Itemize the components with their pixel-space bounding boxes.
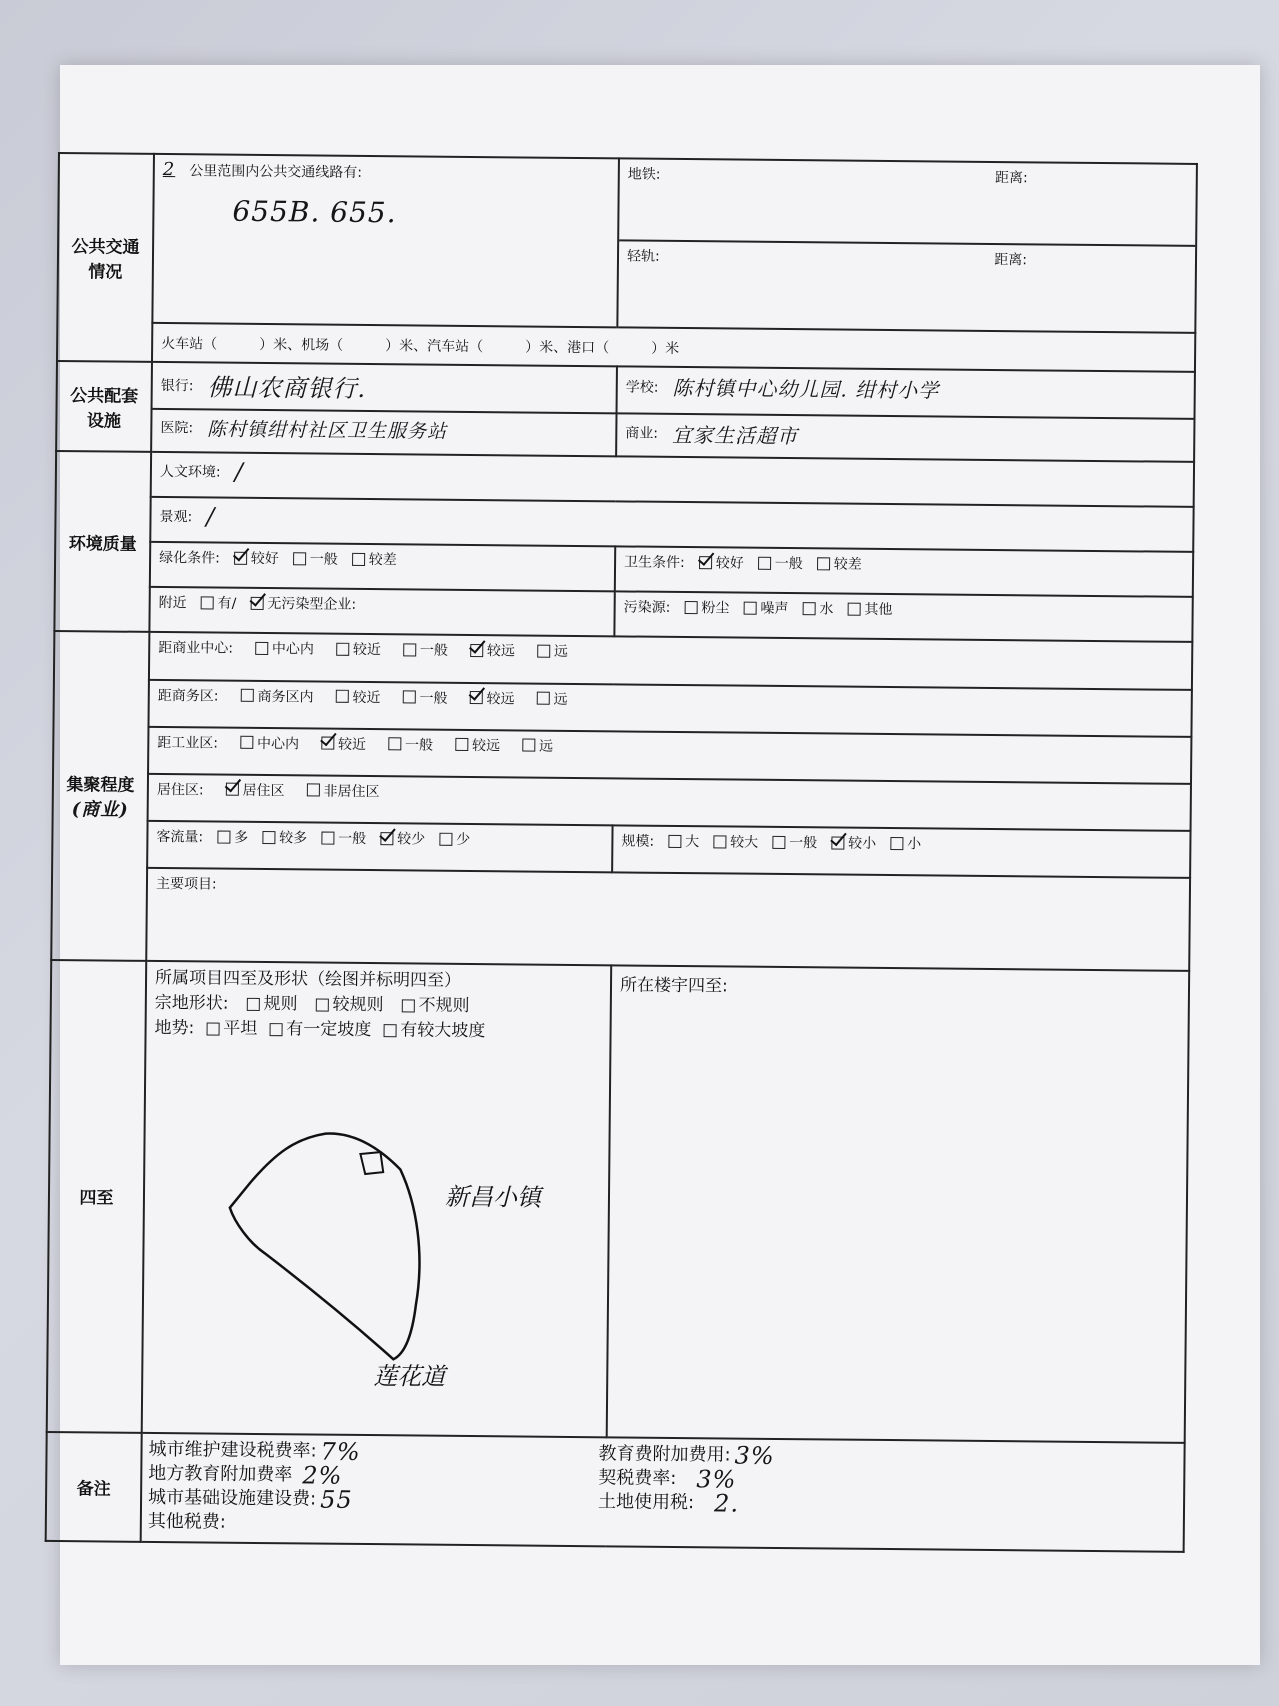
checkbox-icon[interactable] — [439, 832, 452, 845]
pollution-option-dust[interactable]: 粉尘 — [684, 597, 729, 617]
site-outline — [228, 1132, 420, 1359]
commerce-label: 商业: — [625, 425, 659, 442]
remarks-label: 备注 — [46, 1432, 142, 1542]
checkbox-checked-icon[interactable] — [699, 556, 712, 569]
pollution-label: 污染源: — [623, 599, 671, 617]
scale-option-smaller[interactable]: 较小 — [831, 833, 876, 853]
terrain-option-flat[interactable]: 平坦 — [206, 1016, 257, 1041]
shape-option-regular[interactable]: 规则 — [246, 992, 297, 1017]
checkbox-icon[interactable] — [293, 552, 306, 565]
site-marker — [360, 1152, 383, 1174]
nearby-option-no[interactable]: 无污染型企业: — [250, 593, 356, 614]
checkbox-icon[interactable] — [269, 1023, 282, 1036]
cc-option-very-far[interactable]: 远 — [537, 641, 568, 661]
checkbox-icon[interactable] — [522, 739, 535, 752]
traffic-option-average[interactable]: 一般 — [321, 828, 366, 848]
school-label: 学校: — [625, 379, 659, 396]
pollution-option-noise[interactable]: 噪声 — [743, 598, 788, 618]
building-boundaries-cell — [607, 965, 1190, 1443]
checkbox-checked-icon[interactable] — [321, 737, 334, 750]
nearby-label: 附近 — [158, 595, 187, 612]
transport-radius: 2 — [162, 159, 176, 181]
facilities-label: 公共配套设施 — [56, 361, 152, 451]
traffic-option-less[interactable]: 较少 — [380, 828, 425, 848]
cluster-label: 集聚程度 — [66, 775, 135, 796]
stations-line: 火车站（ ）米、机场（ ）米、汽车站（ ）米、港口（ ）米 — [152, 323, 1195, 372]
checkbox-icon[interactable] — [455, 738, 468, 751]
residential-label: 居住区: — [156, 781, 204, 799]
survey-form — [45, 152, 1198, 1553]
culture-label: 人文环境: — [159, 463, 221, 481]
transport-routes-value: 655B. 655. — [232, 194, 397, 230]
cc-option-average[interactable]: 一般 — [403, 640, 448, 660]
remarks-cell — [141, 1433, 1185, 1552]
scale-label: 规模: — [621, 833, 655, 850]
checkbox-icon[interactable] — [383, 1024, 396, 1037]
checkbox-icon[interactable] — [336, 643, 349, 656]
cc-option-far[interactable]: 较远 — [470, 640, 515, 660]
ba-option-average[interactable]: 一般 — [402, 687, 447, 707]
checkbox-icon[interactable] — [713, 835, 726, 848]
landscape-label: 景观: — [159, 508, 193, 526]
traffic-option-more[interactable]: 较多 — [262, 827, 307, 847]
checkbox-icon[interactable] — [684, 601, 697, 614]
hygiene-option-good[interactable]: 较好 — [699, 552, 744, 572]
commerce-cell — [616, 413, 1194, 462]
ind-option-near[interactable]: 较近 — [321, 733, 366, 753]
ind-option-average[interactable]: 一般 — [388, 734, 433, 754]
checkbox-icon[interactable] — [335, 690, 348, 703]
hygiene-label: 卫生条件: — [624, 554, 685, 572]
terrain-label: 地势: — [154, 1017, 195, 1039]
deed-tax-value: 3% — [696, 1465, 737, 1494]
res-option-residential[interactable]: 居住区 — [226, 780, 285, 801]
terrain-option-steep[interactable]: 有较大坡度 — [383, 1018, 485, 1044]
transport-rail-cell — [617, 158, 1197, 333]
ind-option-very-far[interactable]: 远 — [522, 735, 553, 755]
greening-option-average[interactable]: 一般 — [293, 548, 338, 568]
shape-label: 宗地形状: — [154, 992, 229, 1014]
checkbox-icon[interactable] — [743, 601, 756, 614]
school-cell — [617, 367, 1195, 419]
sketch-label-east: 新昌小镇 — [444, 1182, 542, 1212]
checkbox-icon[interactable] — [206, 1022, 219, 1035]
cc-option-inside[interactable]: 中心内 — [255, 638, 314, 659]
bank-label: 银行: — [160, 377, 194, 395]
school-value: 陈村镇中心幼儿园. 绀村小学 — [672, 376, 940, 403]
nearby-cell — [149, 587, 614, 637]
local-edu-label: 地方教育附加费率 — [148, 1462, 293, 1486]
cluster-label-handwritten: (商业) — [71, 799, 129, 821]
site-sketch — [153, 1052, 596, 1416]
ind-option-inside[interactable]: 中心内 — [240, 733, 299, 754]
checkbox-icon[interactable] — [307, 784, 320, 797]
checkbox-icon[interactable] — [262, 831, 275, 844]
pollution-option-water[interactable]: 水 — [802, 598, 833, 618]
urban-tax-label: 城市维护建设税费率: — [148, 1438, 317, 1462]
landscape-value: / — [206, 502, 216, 531]
checkbox-checked-icon[interactable] — [234, 551, 247, 564]
greening-cell — [150, 542, 615, 592]
deed-tax-label: 契税费率: — [598, 1467, 677, 1490]
traffic-label: 客流量: — [156, 829, 204, 846]
checkbox-icon[interactable] — [802, 602, 815, 615]
checkbox-icon[interactable] — [403, 643, 416, 656]
greening-label: 绿化条件: — [159, 549, 220, 567]
checkbox-icon[interactable] — [536, 692, 549, 705]
checkbox-icon[interactable] — [315, 998, 328, 1011]
checkbox-icon[interactable] — [772, 836, 785, 849]
commercial-center-label: 距商业中心: — [158, 640, 234, 658]
land-tax-label: 土地使用税: — [597, 1491, 695, 1514]
sketch-label-south: 莲花道 — [373, 1361, 446, 1391]
greening-option-good[interactable]: 较好 — [234, 548, 279, 568]
greening-option-poor[interactable]: 较差 — [352, 549, 397, 569]
checkbox-icon[interactable] — [217, 830, 230, 843]
scale-option-large[interactable]: 大 — [668, 831, 699, 851]
lightrail-distance-label: 距离: — [994, 251, 1028, 269]
shape-option-irregular[interactable]: 不规则 — [401, 993, 469, 1019]
ba-option-very-far[interactable]: 远 — [536, 688, 567, 708]
checkbox-icon[interactable] — [890, 837, 903, 850]
hospital-label: 医院: — [160, 420, 194, 437]
boundaries-sketch-cell — [142, 961, 612, 1438]
bank-value: 佛山农商银行. — [207, 373, 367, 404]
checkbox-icon[interactable] — [321, 831, 334, 844]
checkbox-checked-icon[interactable] — [470, 644, 483, 657]
hospital-cell — [151, 408, 616, 456]
survey-table — [45, 152, 1198, 1553]
traffic-cell — [147, 821, 612, 873]
projects-cell — [146, 868, 1190, 970]
metro-distance-label: 距离: — [994, 169, 1028, 187]
urban-tax-value: 7% — [320, 1437, 361, 1466]
traffic-option-few[interactable]: 少 — [439, 829, 470, 849]
transport-label: 公共交通情况 — [57, 153, 154, 362]
checkbox-icon[interactable] — [402, 690, 415, 703]
bank-cell — [152, 362, 617, 413]
boundaries-label: 四至 — [47, 960, 147, 1433]
edu-fee-value: 3% — [734, 1441, 775, 1470]
checkbox-icon[interactable] — [240, 689, 253, 702]
metro-label: 地铁: — [627, 166, 661, 183]
transport-routes-prefix: 公里范围内公共交通线路有: — [189, 162, 363, 181]
checkbox-icon[interactable] — [240, 736, 253, 749]
land-tax-value: 2. — [714, 1489, 740, 1518]
business-area-label: 距商务区: — [157, 687, 219, 705]
boundaries-title: 所属项目四至及形状（绘图并标明四至） — [154, 967, 462, 991]
terrain-option-slope[interactable]: 有一定坡度 — [269, 1017, 371, 1043]
checkbox-checked-icon[interactable] — [380, 832, 393, 845]
lightrail-label: 轻轨: — [626, 248, 660, 265]
hygiene-option-poor[interactable]: 较差 — [817, 553, 862, 573]
nearby-option-yes[interactable]: 有/ — [201, 593, 237, 613]
checkbox-checked-icon[interactable] — [226, 783, 239, 796]
checkbox-icon[interactable] — [352, 552, 365, 565]
scale-option-average[interactable]: 一般 — [772, 832, 817, 852]
commerce-value: 宜家生活超市 — [671, 422, 799, 448]
checkbox-icon[interactable] — [537, 644, 550, 657]
projects-label: 主要项目: — [155, 876, 217, 893]
pollution-cell — [614, 592, 1192, 643]
checkbox-icon[interactable] — [401, 999, 414, 1012]
shape-option-fairly-regular[interactable]: 较规则 — [315, 992, 383, 1018]
checkbox-icon[interactable] — [247, 998, 260, 1011]
cluster-label-cell — [51, 631, 149, 960]
other-tax-label: 其他税费: — [147, 1510, 227, 1533]
hygiene-cell — [615, 546, 1193, 597]
infra-label: 城市基础设施建设费: — [147, 1486, 317, 1510]
culture-value: / — [234, 457, 244, 486]
local-edu-value: 2% — [302, 1461, 343, 1490]
environment-label: 环境质量 — [54, 451, 151, 633]
scale-option-larger[interactable]: 较大 — [713, 832, 758, 852]
checkbox-checked-icon[interactable] — [831, 836, 844, 849]
infra-value: 55 — [320, 1485, 353, 1514]
hospital-value: 陈村镇绀村社区卫生服务站 — [206, 418, 448, 443]
scale-cell — [612, 826, 1190, 879]
checkbox-checked-icon[interactable] — [469, 691, 482, 704]
checkbox-icon[interactable] — [817, 557, 830, 570]
ba-option-inside[interactable]: 商务区内 — [240, 685, 313, 706]
edu-fee-label: 教育费附加费用: — [598, 1443, 731, 1466]
ba-option-far[interactable]: 较远 — [469, 688, 514, 708]
industrial-label: 距工业区: — [157, 734, 219, 752]
checkbox-icon[interactable] — [388, 737, 401, 750]
cc-option-near[interactable]: 较近 — [336, 639, 381, 659]
ind-option-far[interactable]: 较远 — [455, 735, 500, 755]
res-option-non-residential[interactable]: 非居住区 — [307, 780, 380, 801]
hygiene-option-average[interactable]: 一般 — [758, 553, 803, 573]
ba-option-near[interactable]: 较近 — [335, 686, 380, 706]
checkbox-icon[interactable] — [758, 556, 771, 569]
checkbox-icon[interactable] — [847, 602, 860, 615]
pollution-option-other[interactable]: 其他 — [847, 599, 892, 619]
checkbox-checked-icon[interactable] — [250, 597, 263, 610]
checkbox-icon[interactable] — [255, 642, 268, 655]
checkbox-icon[interactable] — [201, 596, 214, 609]
checkbox-icon[interactable] — [668, 835, 681, 848]
transport-routes-cell — [152, 154, 619, 328]
scale-option-small[interactable]: 小 — [890, 833, 921, 853]
building-boundaries-label: 所在楼宇四至: — [619, 975, 728, 997]
traffic-option-many[interactable]: 多 — [217, 827, 248, 847]
